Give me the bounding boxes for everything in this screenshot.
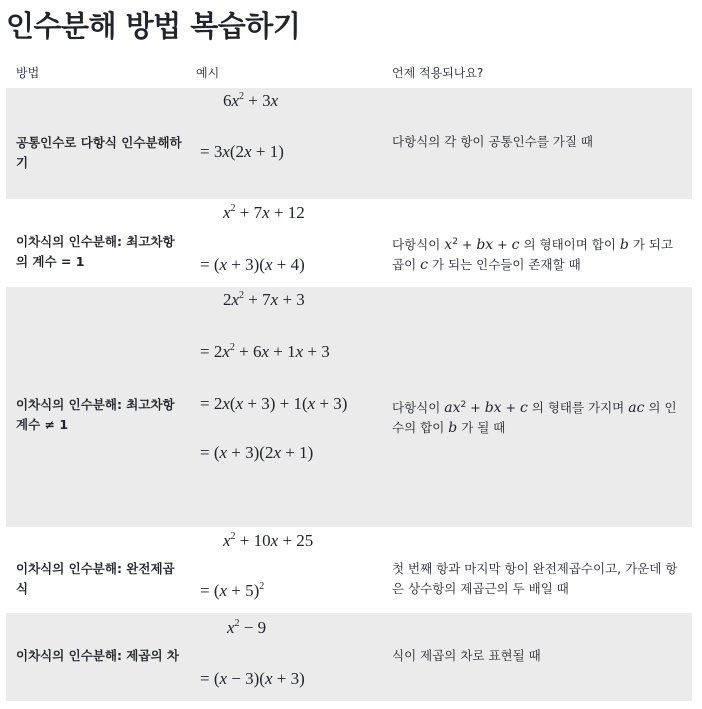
page-title: 인수분해 방법 복습하기 <box>6 9 301 43</box>
method-cell: 이차식의 인수분해: 최고차항의 계수 = 1 <box>16 234 175 269</box>
table-row <box>6 199 692 287</box>
when-cell: 식이 제곱의 차로 표현될 때 <box>392 648 541 663</box>
method-cell: 공통인수로 다항식 인수분해하기 <box>16 135 182 170</box>
when-cell: 다항식의 각 항이 공통인수를 가질 때 <box>392 134 593 149</box>
example-step: = 2x(x + 3) + 1(x + 3) <box>200 394 348 413</box>
example-step: $x^2 + 7x + 12$ <box>223 203 305 222</box>
when-cell: 다항식이 $x^2$ + bx + c 의 형태이며 합이 b 가 되고 곱이 c 가 되는 인수들이 존재할 때 <box>392 237 674 274</box>
method-cell: 이차식의 인수분해: 최고차항 계수 ≠ 1 <box>16 397 175 432</box>
example-step: = (x − 3)(x + 3) <box>200 669 305 688</box>
method-cell: 이차식의 인수분해: 완전제곱식 <box>16 561 175 596</box>
table-row <box>6 287 692 527</box>
example-step: = $(x + 5)^2$ <box>200 581 265 600</box>
header-when: 언제 적용되나요? <box>392 66 484 80</box>
example-step: $x^2 - 9$ <box>227 618 267 637</box>
table-row <box>6 613 692 701</box>
example-step: $6x^2 + 3x$ <box>223 91 279 110</box>
example-step: = $2x^2 + 6x + 1x + 3$ <box>200 342 330 361</box>
example-step: = 3x(2x + 1) <box>200 142 284 161</box>
table-row <box>6 88 692 199</box>
example-step: = (x + 3)(x + 4) <box>200 255 305 274</box>
method-cell: 이차식의 인수분해: 제곱의 차 <box>16 648 179 663</box>
header-method: 방법 <box>16 66 40 80</box>
example-step: $x^2 + 10x + 25$ <box>223 531 314 550</box>
table-header <box>6 58 692 88</box>
table-row <box>6 527 692 613</box>
example-step: = (x + 3)(2x + 1) <box>200 443 314 462</box>
when-cell: 첫 번째 항과 마지막 항이 완전제곱수이고, 가운데 항은 상수항의 제곱근의 두 배일 때 <box>392 561 678 596</box>
example-step: $2x^2 + 7x + 3$ <box>223 290 305 309</box>
header-example: 예시 <box>196 66 220 80</box>
when-cell: 다항식이 $ax^2$ + bx + c 의 형태를 가지며 ac 의 인수의 합이 b 가 될 때 <box>392 400 677 437</box>
